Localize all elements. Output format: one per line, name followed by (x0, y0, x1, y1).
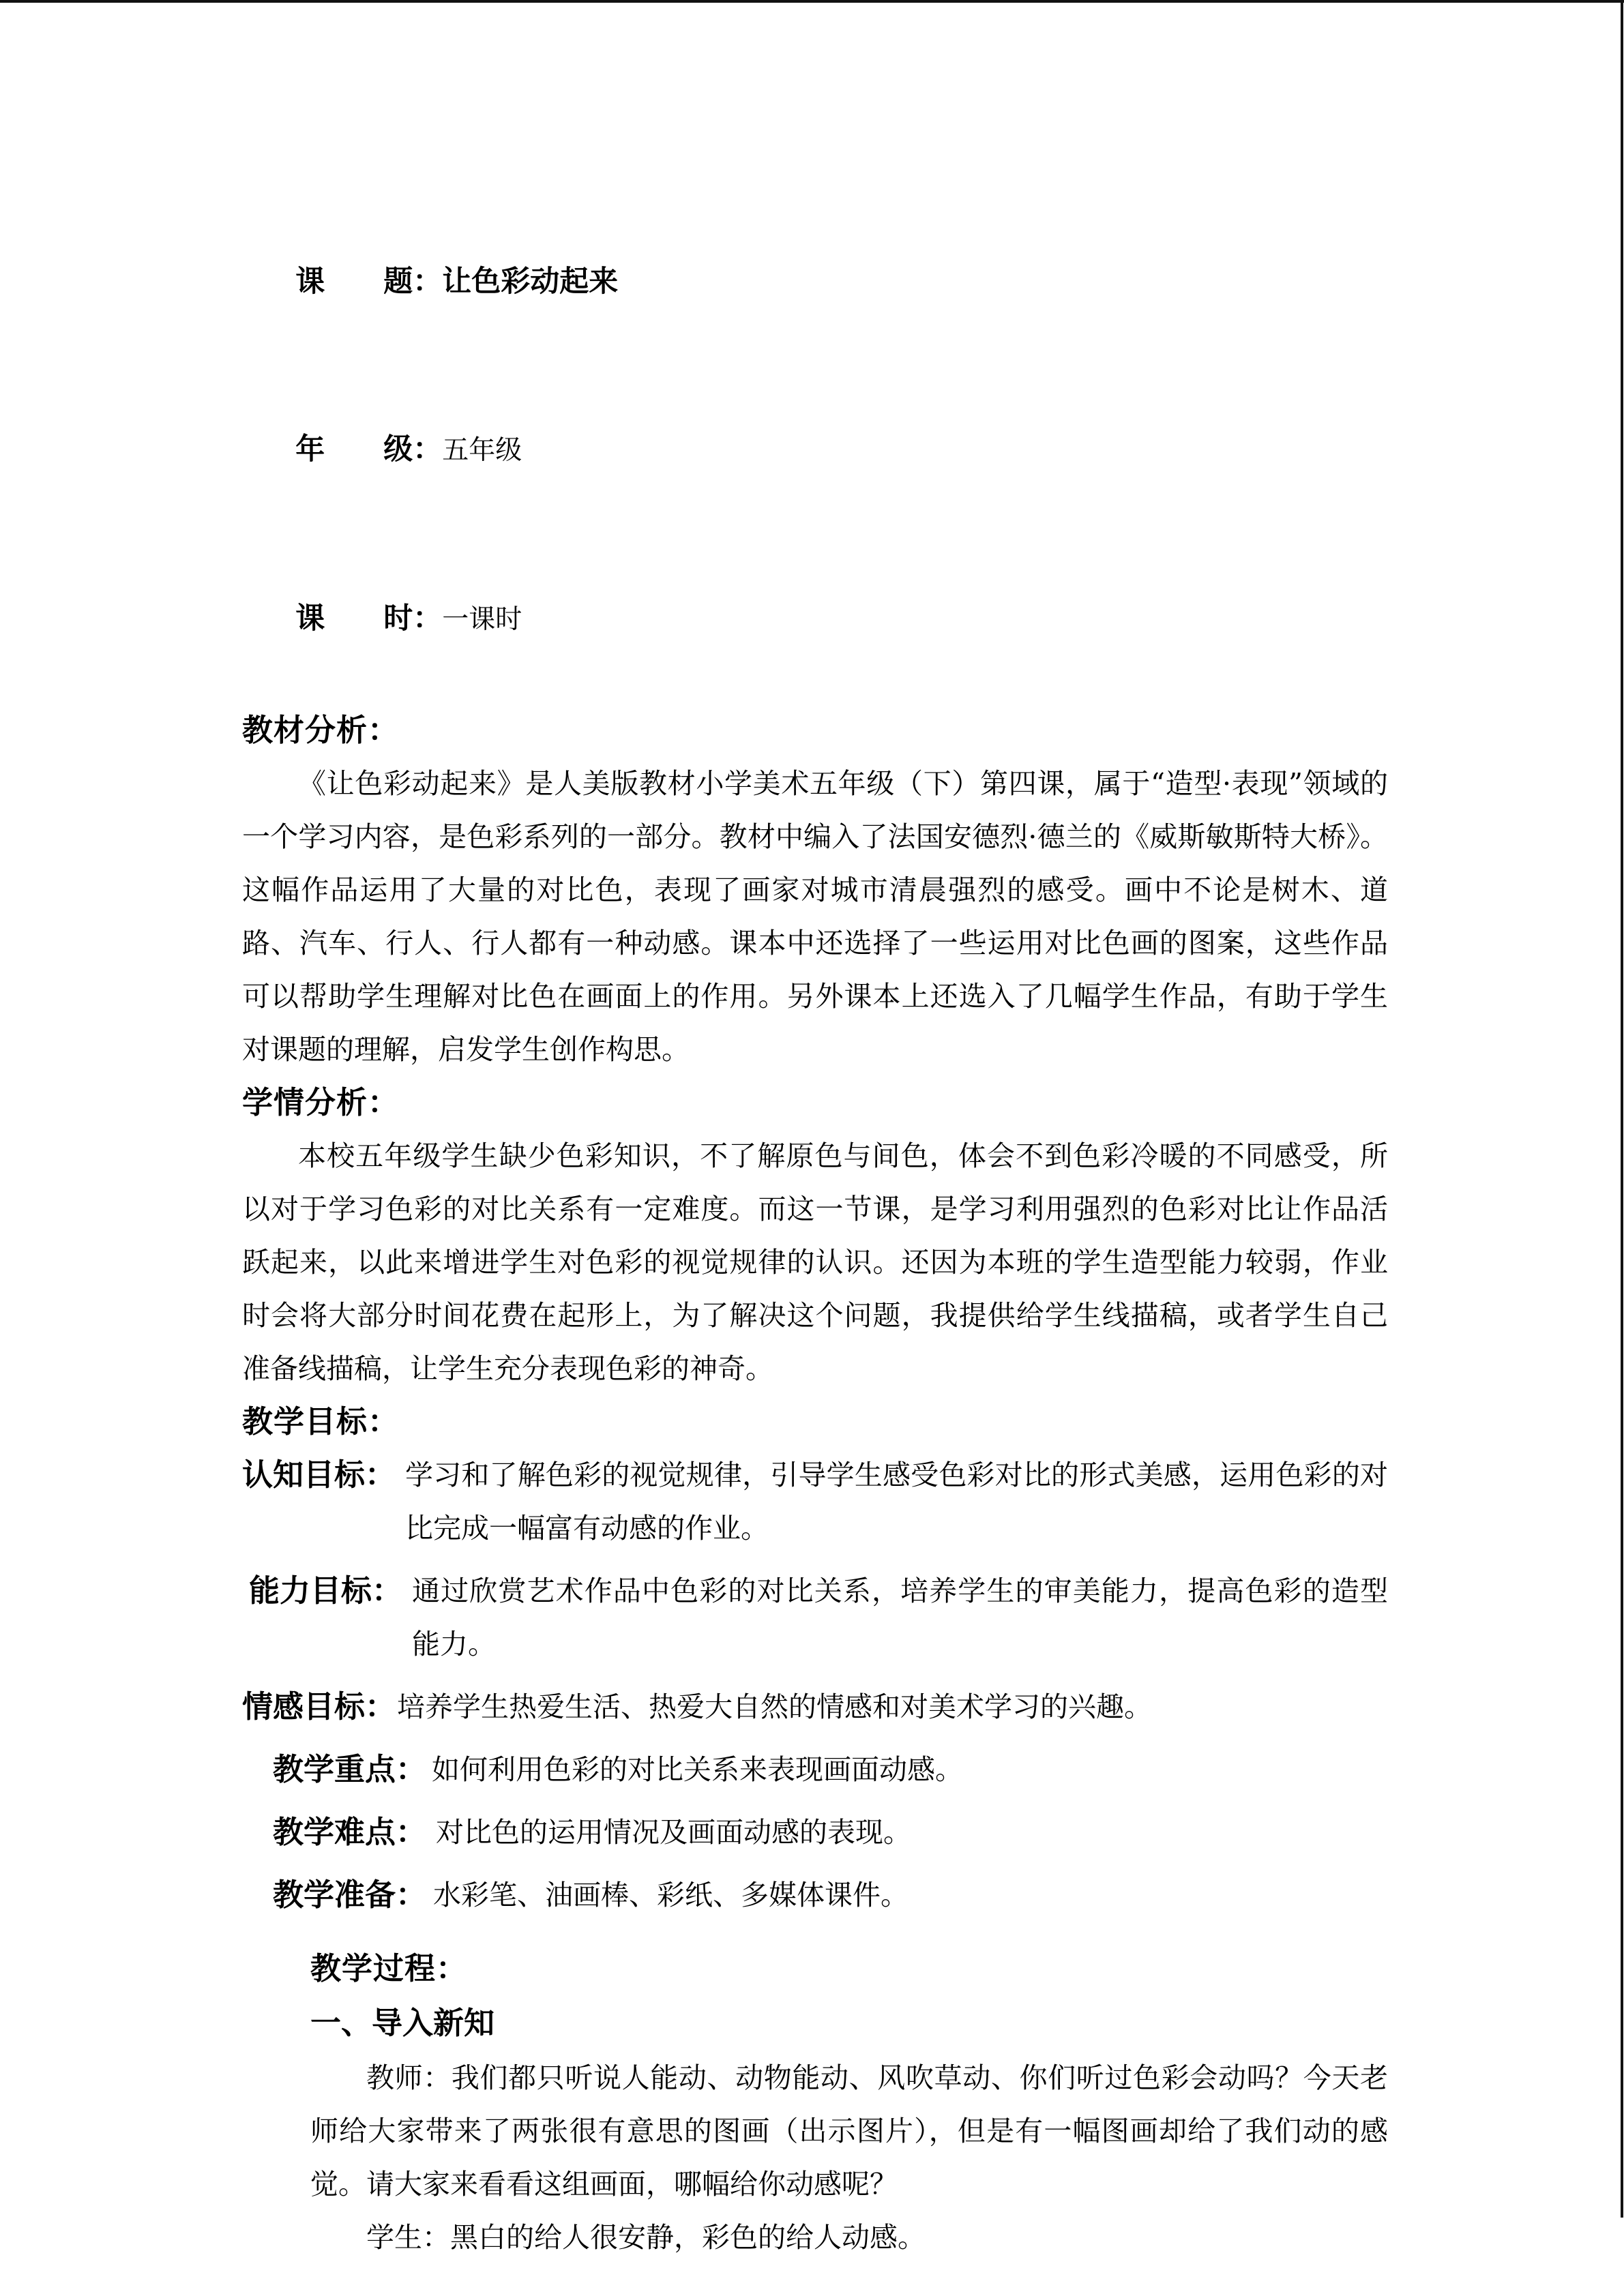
lesson-period-label: 课 时： (295, 601, 443, 636)
lesson-period-value: 一课时 (442, 604, 522, 635)
goal-gap-3 (242, 1733, 1388, 1743)
process-teacher-line: 教师：我们都只听说人能动、动物能动、风吹草动、你们听过色彩会动吗？今天老师给大家带来了两张很有意思的图画（出示图片），但是有一幅图画却给了我们动的感觉。请大家来看看这组画面，哪幅给你动感呢？ (310, 2061, 1388, 2201)
section-heading-teaching-goals: 教学目标： (242, 1403, 400, 1440)
goal-text-cognitive: 学习和了解色彩的视觉规律，引导学生感受色彩对比的形式美感，运用色彩的对比完成一幅富有动感的作业。 (405, 1459, 1388, 1545)
point-gap-1 (242, 1796, 1388, 1806)
process-gap (242, 1922, 1388, 1942)
label-preparation: 教学准备： (273, 1877, 427, 1913)
label-difficult-point: 教学难点： (273, 1814, 427, 1850)
label-key-point: 教学重点： (273, 1751, 427, 1787)
scan-edge-right (1621, 0, 1623, 2218)
section-heading-student-analysis: 学情分析： (242, 1084, 400, 1120)
row-difficult-point (273, 1806, 1388, 1859)
lesson-subject-line (242, 198, 1388, 366)
text-key-point: 如何利用色彩的对比关系来表现画面动感。 (432, 1753, 964, 1786)
process-step-one-heading: 一、导入新知 (310, 2005, 495, 2041)
paragraph-student-analysis: 本校五年级学生缺少色彩知识，不了解原色与间色，体会不到色彩冷暖的不同感受，所以对于学习色彩的对比关系有一定难度。而这一节课，是学习利用强烈的色彩对比让作品活跃起来，以此来增进学生对色彩的视觉规律的认识。还因为本班的学生造型能力较弱，作业时会将大部分时间花费在起形上，为了解决这个问题，我提供给学生线描稿，或者学生自己准备线描稿，让学生充分表现色彩的神奇。 (242, 1139, 1388, 1385)
process-student-line: 学生：黑白的给人很安静，彩色的给人动感。 (366, 2221, 926, 2254)
scan-edge-top (0, 0, 1624, 3)
lesson-subject-label: 课 题： (295, 265, 443, 299)
section-heading-material-analysis: 教材分析： (242, 712, 400, 748)
document-content (242, 198, 1388, 2264)
goal-text-ability: 通过欣赏艺术作品中色彩的对比关系，培养学生的审美能力，提高色彩的造型能力。 (412, 1575, 1388, 1660)
text-difficult-point: 对比色的运用情况及画面动感的表现。 (436, 1816, 912, 1849)
lesson-grade-value: 五年级 (442, 435, 522, 466)
lesson-period-line (242, 535, 1388, 704)
goal-row-cognitive (242, 1448, 1388, 1555)
goal-gap-1 (242, 1555, 1388, 1564)
goal-row-emotion (242, 1680, 1388, 1733)
paragraph-material-analysis: 《让色彩动起来》是人美版教材小学美术五年级（下）第四课，属于“造型·表现”领域的一个学习内容，是色彩系列的一部分。教材中编入了法国安德烈·德兰的《威斯敏斯特大桥》。这幅作品运用了大量的对比色，表现了画家对城市清晨强烈的感受。画中不论是树木、道路、汽车、行人、行人都有一种动感。课本中还选择了一些运用对比色画的图案，这些作品可以帮助学生理解对比色在画面上的作用。另外课本上还选入了几幅学生作品，有助于学生对课题的理解，启发学生创作构思。 (242, 767, 1388, 1066)
teaching-process-block (310, 1942, 1388, 2264)
goal-label-emotion: 情感目标： (242, 1688, 396, 1725)
goal-label-cognitive: 认知目标： (242, 1457, 396, 1493)
goal-gap-2 (242, 1671, 1388, 1680)
row-key-point (273, 1743, 1388, 1796)
goal-text-emotion: 培养学生热爱生活、热爱大自然的情感和对美术学习的兴趣。 (397, 1690, 1153, 1723)
lesson-subject-value: 让色彩动起来 (442, 265, 619, 299)
section-heading-teaching-process: 教学过程： (310, 1950, 468, 1986)
lesson-grade-line (242, 366, 1388, 535)
goal-label-ability: 能力目标： (249, 1572, 403, 1609)
point-gap-2 (242, 1859, 1388, 1868)
goal-row-ability (249, 1564, 1388, 1671)
text-preparation: 水彩笔、油画棒、彩纸、多媒体课件。 (433, 1879, 909, 1911)
row-preparation (273, 1868, 1388, 1922)
lesson-grade-label: 年 级： (295, 432, 443, 466)
